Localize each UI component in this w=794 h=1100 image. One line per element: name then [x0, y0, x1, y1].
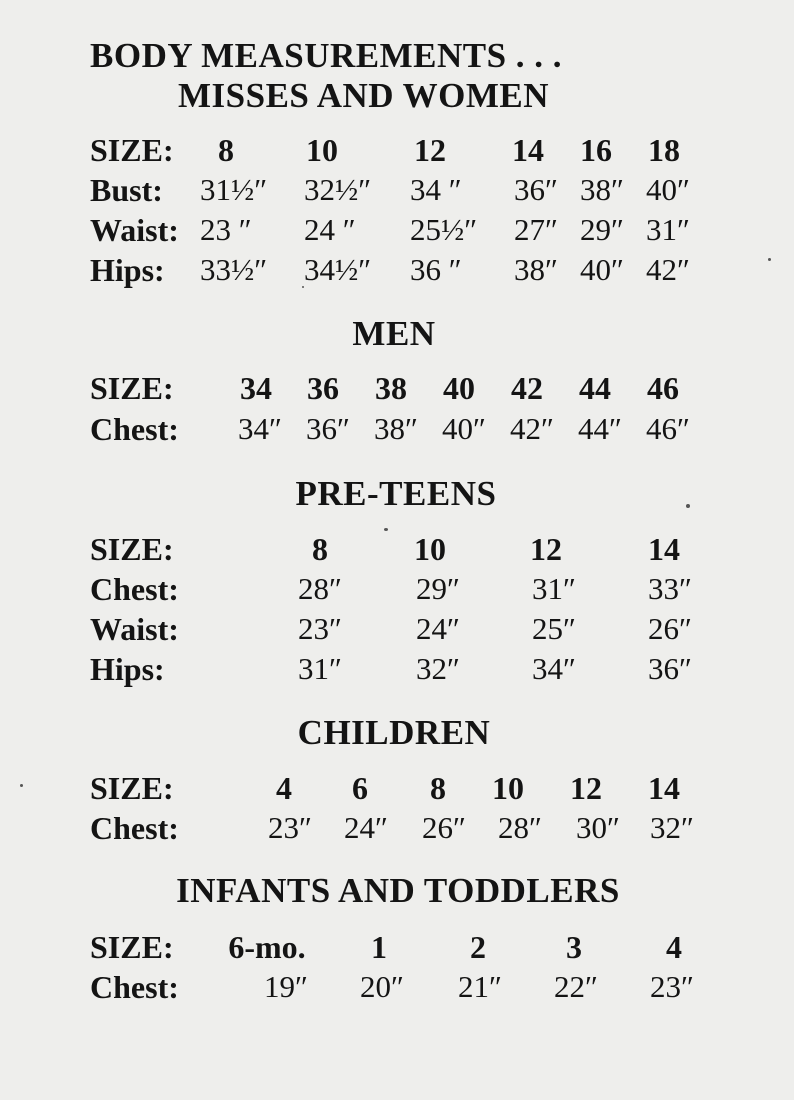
infants-size: 1	[371, 929, 387, 965]
children-chest-value: 24″	[344, 810, 388, 845]
misses-size: 16	[580, 132, 612, 168]
preteens-size: 14	[648, 531, 680, 567]
children-chest-value: 26″	[422, 810, 466, 845]
paper-speck	[302, 286, 304, 288]
misses-bust-value: 36″	[514, 172, 558, 207]
preteens-hips-label: Hips:	[90, 651, 165, 687]
misses-bust-label: Bust:	[90, 172, 163, 208]
preteens-heading: PRE-TEENS	[295, 474, 497, 513]
infants-chest-value: 21″	[458, 969, 502, 1004]
preteens-chest-value: 28″	[298, 571, 342, 606]
children-size: 10	[492, 770, 524, 806]
children-chest-value: 28″	[498, 810, 542, 845]
misses-bust-value: 40″	[646, 172, 690, 207]
men-chest-value: 42″	[510, 411, 554, 446]
misses-hips-value: 34½″	[304, 252, 372, 287]
children-size: 8	[430, 770, 446, 806]
children-size: 12	[570, 770, 602, 806]
men-chest-value: 44″	[578, 411, 622, 446]
misses-bust-value: 32½″	[304, 172, 372, 207]
misses-bust-value: 38″	[580, 172, 624, 207]
preteens-waist-value: 23″	[298, 611, 342, 646]
preteens-chest-value: 33″	[648, 571, 692, 606]
misses-hips-value: 40″	[580, 252, 624, 287]
children-chest-value: 32″	[650, 810, 694, 845]
title-line-2: MISSES AND WOMEN	[178, 76, 550, 115]
misses-bust-value: 34 ″	[410, 172, 462, 207]
children-size: 6	[352, 770, 368, 806]
misses-waist-value: 29″	[580, 212, 624, 247]
men-size: 38	[375, 370, 407, 406]
infants-heading: INFANTS AND TODDLERS	[176, 871, 620, 910]
children-size: 4	[276, 770, 292, 806]
preteens-hips-value: 31″	[298, 651, 342, 686]
misses-size: 14	[512, 132, 544, 168]
preteens-chest-value: 29″	[416, 571, 460, 606]
preteens-hips-value: 32″	[416, 651, 460, 686]
misses-size-label: SIZE:	[90, 132, 174, 168]
children-size-label: SIZE:	[90, 770, 174, 806]
infants-size: 6-mo.	[228, 929, 306, 965]
preteens-size: 10	[414, 531, 446, 567]
preteens-chest-value: 31″	[532, 571, 576, 606]
men-heading: MEN	[352, 314, 436, 353]
infants-size: 4	[666, 929, 682, 965]
men-chest-value: 40″	[442, 411, 486, 446]
preteens-size: 12	[530, 531, 562, 567]
infants-chest-label: Chest:	[90, 969, 179, 1005]
infants-chest-value: 20″	[360, 969, 404, 1004]
misses-size: 18	[648, 132, 680, 168]
preteens-chest-label: Chest:	[90, 571, 179, 607]
misses-size: 12	[414, 132, 446, 168]
misses-waist-value: 23 ″	[200, 212, 252, 247]
misses-hips-value: 36 ″	[410, 252, 462, 287]
preteens-hips-value: 34″	[532, 651, 576, 686]
misses-hips-value: 42″	[646, 252, 690, 287]
misses-waist-value: 27″	[514, 212, 558, 247]
men-chest-value: 36″	[306, 411, 350, 446]
children-heading: CHILDREN	[297, 713, 491, 752]
preteens-waist-value: 25″	[532, 611, 576, 646]
men-size: 40	[443, 370, 475, 406]
paper-speck	[20, 784, 23, 787]
preteens-size-label: SIZE:	[90, 531, 174, 567]
misses-waist-value: 31″	[646, 212, 690, 247]
paper-speck	[686, 504, 690, 508]
preteens-size: 8	[312, 531, 328, 567]
men-size: 46	[647, 370, 679, 406]
misses-hips-value: 33½″	[200, 252, 268, 287]
preteens-waist-value: 26″	[648, 611, 692, 646]
children-chest-value: 30″	[576, 810, 620, 845]
misses-size: 8	[218, 132, 234, 168]
infants-size: 2	[470, 929, 486, 965]
paper-speck	[384, 528, 388, 531]
men-size-label: SIZE:	[90, 370, 174, 406]
men-chest-value: 34″	[238, 411, 282, 446]
men-size: 44	[579, 370, 611, 406]
misses-size: 10	[306, 132, 338, 168]
misses-bust-value: 31½″	[200, 172, 268, 207]
men-chest-value: 38″	[374, 411, 418, 446]
infants-chest-value: 23″	[650, 969, 694, 1004]
infants-size: 3	[566, 929, 582, 965]
children-size: 14	[648, 770, 680, 806]
misses-waist-value: 25½″	[410, 212, 478, 247]
misses-hips-label: Hips:	[90, 252, 165, 288]
misses-waist-label: Waist:	[90, 212, 179, 248]
paper-speck	[768, 258, 771, 261]
men-size: 42	[511, 370, 543, 406]
infants-chest-value: 22″	[554, 969, 598, 1004]
men-size: 36	[307, 370, 339, 406]
infants-size-label: SIZE:	[90, 929, 174, 965]
title-line-1: BODY MEASUREMENTS . . .	[90, 36, 563, 75]
men-size: 34	[240, 370, 272, 406]
misses-hips-value: 38″	[514, 252, 558, 287]
preteens-hips-value: 36″	[648, 651, 692, 686]
men-chest-value: 46″	[646, 411, 690, 446]
misses-waist-value: 24 ″	[304, 212, 356, 247]
preteens-waist-label: Waist:	[90, 611, 179, 647]
preteens-waist-value: 24″	[416, 611, 460, 646]
children-chest-label: Chest:	[90, 810, 179, 846]
children-chest-value: 23″	[268, 810, 312, 845]
men-chest-label: Chest:	[90, 411, 179, 447]
infants-chest-value: 19″	[264, 969, 308, 1004]
